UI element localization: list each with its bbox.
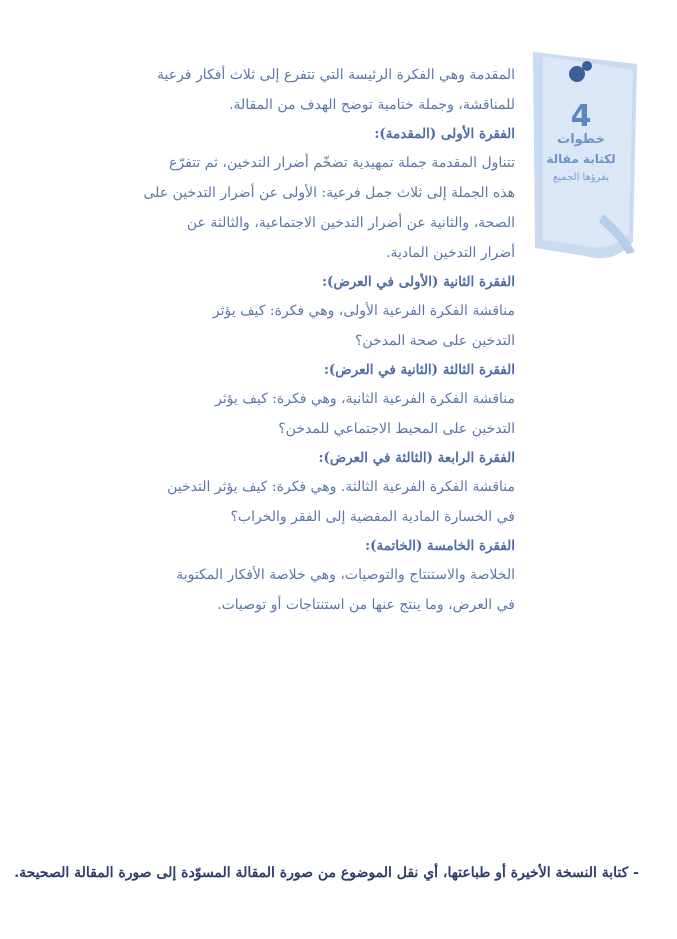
paragraph-line: مناقشة الفكرة الفرعية الثانية، وهي فكرة: كيف يؤثر bbox=[215, 391, 515, 407]
paragraph-line: في العرض، وما ينتج عنها من استنتاجات أو توصيات. bbox=[217, 597, 515, 613]
final-copy-step: - كتابة النسخة الأخيرة أو طباعتها، أي نقل الموضوع من صورة المقالة المسوّدة إلى صورة المقالة الصحيحة. bbox=[14, 865, 639, 881]
paragraph-heading: الفقرة الثانية (الأولى في العرض): bbox=[322, 274, 515, 290]
paragraph-heading: الفقرة الثالثة (الثانية في العرض): bbox=[323, 362, 515, 378]
sticker-subtitle: لكتابة مقالة bbox=[546, 152, 616, 166]
paragraph-line: هذه الجملة إلى ثلاث جمل فرعية: الأولى عن أضرار التدخين على bbox=[143, 185, 515, 201]
paragraph-heading: الفقرة الأولى (المقدمة): bbox=[374, 126, 515, 142]
paragraph-line: الصحة، والثانية عن أضرار التدخين الاجتماعية، والثالثة عن bbox=[186, 215, 515, 231]
paragraph-line: في الخسارة المادية المفضية إلى الفقر والخراب؟ bbox=[230, 509, 515, 525]
sticker-number: 4 bbox=[570, 99, 592, 134]
paragraph-line: التدخين على صحة المدخن؟ bbox=[354, 333, 515, 349]
paragraph-line: التدخين على المحيط الاجتماعي للمدخن؟ bbox=[278, 421, 515, 437]
paragraph-line: مناقشة الفكرة الفرعية الأولى، وهي فكرة: كيف يؤثر bbox=[212, 303, 515, 319]
sticker-title: خطوات bbox=[557, 132, 605, 147]
paragraph-line: الخلاصة والاستنتاج والتوصيات، وهي خلاصة الأفكار المكتوبة bbox=[176, 567, 515, 583]
paragraph-heading: الفقرة الرابعة (الثالثة في العرض): bbox=[318, 450, 515, 466]
intro-line: للمناقشة، وجملة ختامية توضح الهدف من المقالة. bbox=[229, 97, 515, 113]
intro-line: المقدمة وهي الفكرة الرئيسة التي تتفرع إلى ثلاث أفكار فرعية bbox=[157, 67, 515, 83]
paragraph-line: أضرار التدخين المادية. bbox=[386, 245, 515, 261]
paragraph-line: مناقشة الفكرة الفرعية الثالثة. وهي فكرة: كيف يؤثر التدخين bbox=[167, 479, 515, 495]
article-structure-body bbox=[139, 60, 515, 620]
paragraph-line: تتناول المقدمة جملة تمهيدية تضخّم أضرار التدخين، ثم تتفرّع bbox=[169, 155, 515, 171]
paragraph-heading: الفقرة الخامسة (الخاتمة): bbox=[365, 538, 515, 554]
sticker-caption: يقرؤها الجميع bbox=[552, 172, 610, 183]
article-steps-sticker bbox=[525, 42, 643, 272]
